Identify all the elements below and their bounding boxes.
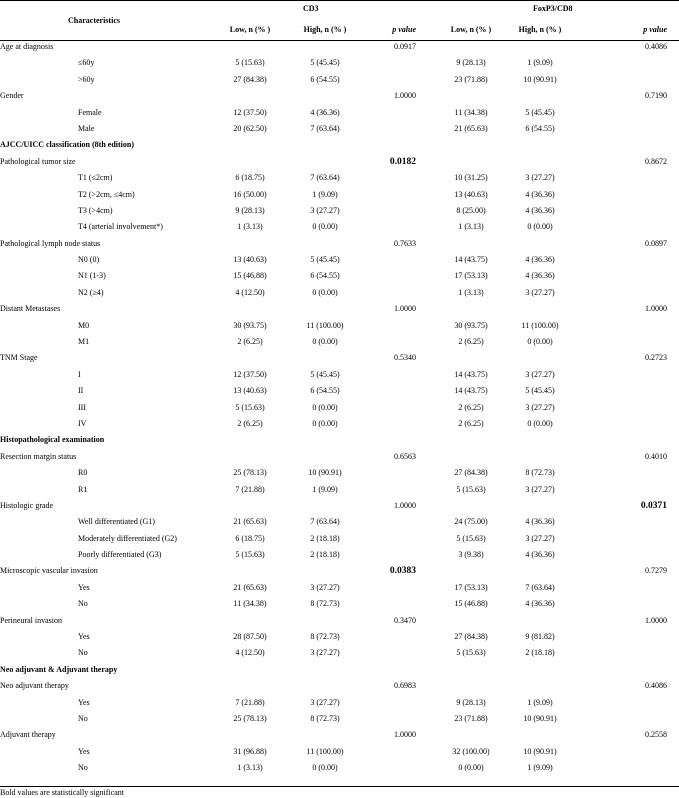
foxp3-p-value-cell: 0.8672 xyxy=(645,157,667,166)
row-subcategory: No xyxy=(78,763,88,772)
foxp3-low-cell: 5 (15.63) xyxy=(456,534,486,543)
cd3-low-cell: 1 (3.13) xyxy=(237,763,263,772)
cd3-low-cell: 7 (21.88) xyxy=(235,485,265,494)
foxp3-high-cell: 8 (72.73) xyxy=(525,468,555,477)
foxp3-p-value-cell: 0.4086 xyxy=(645,42,667,51)
row-subcategory: >60y xyxy=(78,75,95,84)
cd3-high-cell: 5 (45.45) xyxy=(310,58,340,67)
cd3-low-cell: 15 (46.88) xyxy=(233,271,267,280)
cd3-p-value-cell: 0.3470 xyxy=(394,616,416,625)
cd3-low-cell: 13 (40.63) xyxy=(233,255,267,264)
cd3-low-cell: 25 (78.13) xyxy=(233,714,267,723)
foxp3-low-cell: 32 (100.00) xyxy=(452,747,490,756)
foxp3-high-cell: 10 (90.91) xyxy=(523,75,557,84)
table-top-rule xyxy=(0,0,679,1)
foxp3-low-cell: 1 (3.13) xyxy=(458,288,484,297)
foxp3-high-cell: 1 (9.09) xyxy=(527,58,553,67)
cd3-low-cell: 28 (87.50) xyxy=(233,632,267,641)
row-subcategory: ≤60y xyxy=(78,58,95,67)
row-characteristic: Age at diagnosis xyxy=(0,42,54,51)
foxp3-low-cell: 11 (34.38) xyxy=(454,108,488,117)
foxp3-low-cell: 10 (31.25) xyxy=(454,173,488,182)
header-cd3-high: High, n (% ) xyxy=(303,25,347,34)
cd3-high-cell: 0 (0.00) xyxy=(312,288,338,297)
row-subcategory: III xyxy=(78,403,86,412)
cd3-low-cell: 31 (96.88) xyxy=(233,747,267,756)
foxp3-p-value-cell: 0.4086 xyxy=(645,681,667,690)
cd3-low-cell: 9 (28.13) xyxy=(235,206,265,215)
foxp3-low-cell: 27 (84.38) xyxy=(454,468,488,477)
foxp3-low-cell: 23 (71.88) xyxy=(454,714,488,723)
header-cd3-low: Low, n (% ) xyxy=(229,25,271,34)
foxp3-high-cell: 11 (100.00) xyxy=(521,321,559,330)
foxp3-low-cell: 17 (53.13) xyxy=(454,271,488,280)
foxp3-high-cell: 5 (45.45) xyxy=(525,108,555,117)
section-heading: Histopathological examination xyxy=(0,435,105,444)
foxp3-low-cell: 27 (84.38) xyxy=(454,632,488,641)
cd3-p-value-cell: 0.0917 xyxy=(394,42,416,51)
cd3-low-cell: 27 (84.38) xyxy=(233,75,267,84)
cd3-p-value-cell: 0.5340 xyxy=(394,353,416,362)
foxp3-p-value-cell: 1.0000 xyxy=(645,304,667,313)
cd3-p-value-cell: 0.6563 xyxy=(394,452,416,461)
cd3-high-cell: 4 (36.36) xyxy=(310,108,340,117)
foxp3-high-cell: 1 (9.09) xyxy=(527,698,553,707)
row-subcategory: T4 (arterial involvement*) xyxy=(78,222,163,231)
foxp3-low-cell: 21 (65.63) xyxy=(454,124,488,133)
foxp3-low-cell: 8 (25.00) xyxy=(456,206,486,215)
cd3-low-cell: 7 (21.88) xyxy=(235,698,265,707)
cd3-low-cell: 4 (12.50) xyxy=(235,288,265,297)
cd3-p-value-cell: 1.0000 xyxy=(394,730,416,739)
row-characteristic: Perineural invasion xyxy=(0,616,62,625)
section-heading: AJCC/UICC classification (8th edition) xyxy=(0,140,134,149)
table-bottom-rule xyxy=(0,786,679,787)
cd3-p-value-cell: 1.0000 xyxy=(394,501,416,510)
cd3-high-cell: 0 (0.00) xyxy=(312,337,338,346)
row-characteristic: Pathological lymph node status xyxy=(0,239,101,248)
cd3-high-cell: 6 (54.55) xyxy=(310,75,340,84)
foxp3-low-cell: 14 (43.75) xyxy=(454,386,488,395)
foxp3-high-cell: 4 (36.36) xyxy=(525,271,555,280)
row-characteristic: Microscopic vascular invasion xyxy=(0,566,98,575)
cd3-high-cell: 5 (45.45) xyxy=(310,370,340,379)
foxp3-low-cell: 13 (40.63) xyxy=(454,190,488,199)
row-subcategory: I xyxy=(78,370,81,379)
cd3-low-cell: 21 (65.63) xyxy=(233,583,267,592)
foxp3-p-value-cell: 0.0371 xyxy=(640,501,667,511)
cd3-low-cell: 20 (62.50) xyxy=(233,124,267,133)
foxp3-low-cell: 5 (15.63) xyxy=(456,648,486,657)
cd3-p-value-cell: 0.0182 xyxy=(389,157,416,167)
header-foxp3-high: High, n (% ) xyxy=(518,25,562,34)
header-foxp3-low: Low, n (% ) xyxy=(450,25,492,34)
cd3-low-cell: 6 (18.75) xyxy=(235,173,265,182)
foxp3-high-cell: 1 (9.09) xyxy=(527,763,553,772)
cd3-high-cell: 8 (72.73) xyxy=(310,599,340,608)
foxp3-low-cell: 17 (53.13) xyxy=(454,583,488,592)
row-characteristic: Histologic grade xyxy=(0,501,54,510)
foxp3-low-cell: 9 (28.13) xyxy=(456,58,486,67)
row-subcategory: Well differentiated (G1) xyxy=(78,517,155,526)
cd3-high-cell: 3 (27.27) xyxy=(310,583,340,592)
cd3-high-cell: 0 (0.00) xyxy=(312,419,338,428)
foxp3-low-cell: 9 (28.13) xyxy=(456,698,486,707)
foxp3-low-cell: 15 (46.88) xyxy=(454,599,488,608)
foxp3-high-cell: 5 (45.45) xyxy=(525,386,555,395)
foxp3-high-cell: 4 (36.36) xyxy=(525,550,555,559)
foxp3-p-value-cell: 0.2723 xyxy=(645,353,667,362)
row-subcategory: M1 xyxy=(78,337,90,346)
cd3-high-cell: 7 (63.64) xyxy=(310,173,340,182)
cd3-low-cell: 5 (15.63) xyxy=(235,403,265,412)
cd3-high-cell: 0 (0.00) xyxy=(312,403,338,412)
row-subcategory: R1 xyxy=(78,485,88,494)
cd3-low-cell: 4 (12.50) xyxy=(235,648,265,657)
row-subcategory: No xyxy=(78,648,88,657)
foxp3-high-cell: 0 (0.00) xyxy=(527,222,553,231)
foxp3-high-cell: 4 (36.36) xyxy=(525,206,555,215)
cd3-high-cell: 0 (0.00) xyxy=(312,763,338,772)
foxp3-low-cell: 2 (6.25) xyxy=(458,337,484,346)
foxp3-low-cell: 3 (9.38) xyxy=(458,550,484,559)
cd3-high-cell: 6 (54.55) xyxy=(310,386,340,395)
header-foxp3-p-value: p value xyxy=(643,25,667,34)
cd3-high-cell: 5 (45.45) xyxy=(310,255,340,264)
foxp3-low-cell: 24 (75.00) xyxy=(454,517,488,526)
cd3-high-cell: 11 (100.00) xyxy=(306,321,344,330)
cd3-high-cell: 1 (9.09) xyxy=(312,485,338,494)
cd3-low-cell: 21 (65.63) xyxy=(233,517,267,526)
foxp3-low-cell: 14 (43.75) xyxy=(454,370,488,379)
cd3-low-cell: 6 (18.75) xyxy=(235,534,265,543)
cd3-p-value-cell: 1.0000 xyxy=(394,304,416,313)
header-bottom-rule xyxy=(0,40,679,41)
foxp3-high-cell: 0 (0.00) xyxy=(527,419,553,428)
cd3-high-cell: 7 (63.64) xyxy=(310,517,340,526)
foxp3-p-value-cell: 0.2558 xyxy=(645,730,667,739)
cd3-low-cell: 2 (6.25) xyxy=(237,419,263,428)
cd3-low-cell: 5 (15.63) xyxy=(235,550,265,559)
cd3-low-cell: 1 (3.13) xyxy=(237,222,263,231)
row-subcategory: Yes xyxy=(78,583,90,592)
cd3-high-cell: 10 (90.91) xyxy=(308,468,342,477)
row-subcategory: N2 (≥4) xyxy=(78,288,104,297)
foxp3-high-cell: 7 (63.64) xyxy=(525,583,555,592)
cd3-low-cell: 16 (50.00) xyxy=(233,190,267,199)
row-subcategory: T2 (>2cm, ≤4cm) xyxy=(78,190,135,199)
cd3-high-cell: 11 (100.00) xyxy=(306,747,344,756)
cd3-low-cell: 30 (93.75) xyxy=(233,321,267,330)
row-characteristic: TNM Stage xyxy=(0,353,38,362)
foxp3-high-cell: 2 (18.18) xyxy=(525,648,555,657)
cd3-low-cell: 12 (37.50) xyxy=(233,370,267,379)
table-footnote: Bold values are statistically significant xyxy=(0,788,124,797)
row-subcategory: N1 (1-3) xyxy=(78,271,106,280)
foxp3-high-cell: 3 (27.27) xyxy=(525,288,555,297)
foxp3-high-cell: 3 (27.27) xyxy=(525,534,555,543)
row-characteristic: Neo adjuvant therapy xyxy=(0,681,69,690)
row-subcategory: T3 (>4cm) xyxy=(78,206,113,215)
row-subcategory: No xyxy=(78,714,88,723)
cd3-low-cell: 5 (15.63) xyxy=(235,58,265,67)
cd3-low-cell: 13 (40.63) xyxy=(233,386,267,395)
row-subcategory: M0 xyxy=(78,321,90,330)
foxp3-low-cell: 30 (93.75) xyxy=(454,321,488,330)
foxp3-high-cell: 4 (36.36) xyxy=(525,255,555,264)
foxp3-high-cell: 10 (90.91) xyxy=(523,747,557,756)
row-characteristic: Distant Metastases xyxy=(0,304,61,313)
foxp3-high-cell: 6 (54.55) xyxy=(525,124,555,133)
row-subcategory: Yes xyxy=(78,747,90,756)
cd3-high-cell: 2 (18.18) xyxy=(310,550,340,559)
section-heading: Neo adjuvant & Adjuvant therapy xyxy=(0,665,118,674)
foxp3-low-cell: 5 (15.63) xyxy=(456,485,486,494)
row-characteristic: Resection margin status xyxy=(0,452,77,461)
foxp3-high-cell: 4 (36.36) xyxy=(525,599,555,608)
header-group-foxp3-cd8: FoxP3/CD8 xyxy=(533,4,573,13)
cd3-p-value-cell: 0.6983 xyxy=(394,681,416,690)
row-subcategory: Moderately differentiated (G2) xyxy=(78,534,177,543)
cd3-low-cell: 2 (6.25) xyxy=(237,337,263,346)
row-subcategory: T1 (≤2cm) xyxy=(78,173,113,182)
foxp3-p-value-cell: 0.0897 xyxy=(645,239,667,248)
cd3-high-cell: 8 (72.73) xyxy=(310,714,340,723)
foxp3-high-cell: 10 (90.91) xyxy=(523,714,557,723)
row-subcategory: R0 xyxy=(78,468,88,477)
foxp3-high-cell: 4 (36.36) xyxy=(525,190,555,199)
foxp3-high-cell: 3 (27.27) xyxy=(525,370,555,379)
header-cd3-p-value: p value xyxy=(392,25,416,34)
row-characteristic: Adjuvant therapy xyxy=(0,730,56,739)
row-characteristic: Gender xyxy=(0,91,24,100)
foxp3-p-value-cell: 0.4010 xyxy=(645,452,667,461)
cd3-high-cell: 8 (72.73) xyxy=(310,632,340,641)
header-characteristics: Characteristics xyxy=(68,16,120,25)
row-subcategory: Yes xyxy=(78,632,90,641)
foxp3-low-cell: 2 (6.25) xyxy=(458,419,484,428)
cd3-high-cell: 2 (18.18) xyxy=(310,534,340,543)
foxp3-p-value-cell: 0.7279 xyxy=(645,566,667,575)
row-subcategory: Male xyxy=(78,124,95,133)
foxp3-high-cell: 3 (27.27) xyxy=(525,485,555,494)
header-group-cd3: CD3 xyxy=(303,4,319,13)
cd3-high-cell: 7 (63.64) xyxy=(310,124,340,133)
row-subcategory: No xyxy=(78,599,88,608)
row-subcategory: Female xyxy=(78,108,102,117)
foxp3-high-cell: 3 (27.27) xyxy=(525,173,555,182)
foxp3-p-value-cell: 0.7190 xyxy=(645,91,667,100)
cd3-p-value-cell: 0.7633 xyxy=(394,239,416,248)
foxp3-high-cell: 3 (27.27) xyxy=(525,403,555,412)
foxp3-low-cell: 2 (6.25) xyxy=(458,403,484,412)
cd3-p-value-cell: 1.0000 xyxy=(394,91,416,100)
foxp3-high-cell: 0 (0.00) xyxy=(527,337,553,346)
cd3-high-cell: 3 (27.27) xyxy=(310,648,340,657)
row-subcategory: Poorly differentiated (G3) xyxy=(78,550,162,559)
cd3-low-cell: 11 (34.38) xyxy=(233,599,267,608)
foxp3-low-cell: 14 (43.75) xyxy=(454,255,488,264)
foxp3-high-cell: 4 (36.36) xyxy=(525,517,555,526)
foxp3-low-cell: 1 (3.13) xyxy=(458,222,484,231)
foxp3-p-value-cell: 1.0000 xyxy=(645,616,667,625)
cd3-high-cell: 6 (54.55) xyxy=(310,271,340,280)
cd3-high-cell: 3 (27.27) xyxy=(310,206,340,215)
cd3-low-cell: 25 (78.13) xyxy=(233,468,267,477)
cd3-high-cell: 1 (9.09) xyxy=(312,190,338,199)
row-characteristic: Pathological tumor size xyxy=(0,157,76,166)
cd3-high-cell: 0 (0.00) xyxy=(312,222,338,231)
cd3-p-value-cell: 0.0383 xyxy=(389,566,416,576)
cd3-high-cell: 3 (27.27) xyxy=(310,698,340,707)
foxp3-low-cell: 23 (71.88) xyxy=(454,75,488,84)
row-subcategory: II xyxy=(78,386,84,395)
row-subcategory: Yes xyxy=(78,698,90,707)
row-subcategory: N0 (0) xyxy=(78,255,100,264)
row-subcategory: IV xyxy=(78,419,87,428)
foxp3-low-cell: 0 (0.00) xyxy=(458,763,484,772)
foxp3-high-cell: 9 (81.82) xyxy=(525,632,555,641)
cd3-low-cell: 12 (37.50) xyxy=(233,108,267,117)
